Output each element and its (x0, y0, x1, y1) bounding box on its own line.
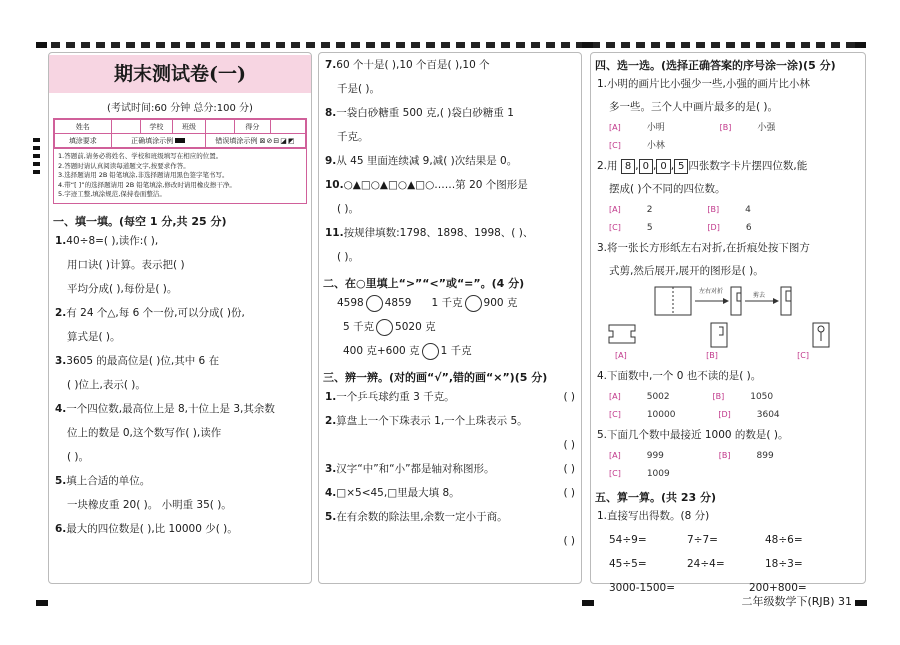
svg-text:左右对折: 左右对折 (699, 288, 724, 295)
question: 3.3605 的最高位是( )位,其中 6 在 (55, 354, 220, 367)
options: [A] 999 [B] 899 [C] 1009 (609, 451, 774, 479)
question: 4.下面数中,一个 0 也不读的是( )。 (597, 370, 762, 382)
question-line: ( )。 (337, 203, 360, 215)
judge-item: 2.算盘上一个下珠表示 1,一个上珠表示 5。 (325, 415, 528, 427)
question-line: 千克。 (337, 131, 369, 143)
judge-item: 4.□×5<45,□里最大填 8。 ( ) (325, 487, 575, 499)
calc-row: 3000-1500= 200+800= (609, 582, 807, 594)
question-line: 位上的数是 0,这个数写作( ),读作 (67, 426, 222, 439)
section-heading: 四、选一选。(选择正确答案的序号涂一涂)(5 分) (595, 59, 836, 72)
paper-fold-figure (591, 283, 863, 353)
side-marks (33, 138, 41, 178)
question: 1.直接写出得数。(8 分) (597, 510, 710, 522)
question-line: ( )。 (67, 450, 90, 463)
corner-mark (855, 600, 867, 606)
question: 3.将一张长方形纸左右对折,在折痕处按下图方 (597, 242, 810, 254)
column-right (590, 52, 866, 594)
compare-circle[interactable] (366, 295, 383, 312)
top-dashed-border (36, 42, 866, 48)
question: 6.最大的四位数是( ),比 10000 少( )。 (55, 522, 238, 535)
options: [A] 2 [B] 4 [C] 5 [D] 6 (609, 205, 752, 233)
digit-card: 8 (621, 159, 635, 174)
info-label-score: 得分 (234, 120, 270, 134)
question: 1.40÷8=( ),读作:( ), (55, 234, 159, 247)
question: 10.○▲□○▲□○▲□○……第 20 个图形是 (325, 179, 528, 191)
question-line: ( )。 (337, 251, 360, 263)
instructions: 1.答题前,请务必将姓名、学校和班级填写在相应的位置。 2.答题时请认真阅读每道题文字,按要求作答。 3.选择题请用 2B 铅笔填涂,非选择题请用黑色签字笔书写。 4.带“[ ]”的选择题请用 2B 铅笔填涂,修改时请用橡皮擦干净。 5.字迹工整,填涂规范,保持卷面整洁。 (54, 148, 306, 203)
question: 5.下面几个数中最接近 1000 的数是( )。 (597, 429, 789, 441)
page-footer: 二年级数学下(RJB) 31 (741, 595, 852, 608)
compare-circle[interactable] (422, 343, 439, 360)
question-line: ( )位上,表示( )。 (67, 378, 146, 391)
section-heading: 二、在○里填上“>”“<”或“=”。(4 分) (323, 277, 525, 290)
digit-card: 0 (656, 159, 670, 174)
info-label-school: 学校 (140, 120, 173, 134)
corner-mark (36, 42, 47, 48)
info-label-fill: 填涂要求 (55, 134, 112, 148)
calc-row: 45÷5= 24÷4= 18÷3= (609, 558, 803, 570)
svg-text:剪去: 剪去 (753, 292, 766, 299)
question: 2.有 24 个△,每 6 个一份,可以分成( )份, (55, 306, 245, 319)
column-left (48, 52, 312, 584)
column-middle (318, 52, 582, 584)
compare-row: 5 千克 5020 克 (319, 315, 581, 339)
question-line: 千是( )。 (337, 83, 381, 95)
question-line: 摆成( )个不同的四位数。 (609, 183, 726, 195)
question: 4.一个四位数,最高位上是 8,十位上是 3,其余数 (55, 402, 275, 415)
section-heading: 三、辨一辨。(对的画“√”,错的画“×”)(5 分) (323, 371, 548, 384)
compare-row: 4598 4859 1 千克 900 克 (319, 291, 581, 315)
question-line: 用口诀( )计算。表示把( ) (67, 258, 185, 271)
info-label-class: 班级 (173, 120, 206, 134)
question-line: 平均分成( ),每份是( )。 (67, 282, 178, 295)
question: 9.从 45 里面连续减 9,减( )次结果是 0。 (325, 155, 518, 167)
question: 11.按规律填数:1798、1898、1998、( )、 (325, 227, 534, 239)
corner-mark (36, 600, 48, 606)
section-heading: 五、算一算。(共 23 分) (595, 491, 717, 504)
question: 2.用 8 , 0 , 0 , 5 四张数字卡片摆四位数,能 (597, 160, 808, 172)
figure-options: [A] [B] [C] (615, 351, 809, 360)
corner-mark (582, 600, 594, 606)
wrong-fill-label: 错误填涂示例 (215, 136, 258, 145)
judge-item: 5.在有余数的除法里,余数一定小于商。 (325, 511, 508, 523)
question: 7.60 个十是( ),10 个百是( ),10 个 (325, 59, 490, 71)
correct-fill-label: 正确填涂示例 (131, 136, 174, 145)
corner-mark (582, 42, 593, 48)
corner-mark (855, 42, 866, 48)
exam-subtitle: (考试时间:60 分钟 总分:100 分) (107, 103, 253, 114)
judge-item: 3.汉字“中”和“小”都是轴对称图形。 ( ) (325, 463, 575, 475)
options: [A] 小明 [B] 小强 [C] 小林 (609, 123, 776, 151)
judge-mark: ( ) (563, 439, 575, 451)
compare-row: 400 克+600 克 1 千克 (319, 339, 581, 363)
digit-card: 5 (674, 159, 688, 174)
question-line: 式剪,然后展开,展开的图形是( )。 (609, 265, 764, 277)
info-label-name: 姓名 (55, 120, 112, 134)
page-title: 期末测试卷(一) (49, 55, 311, 93)
question: 1.小明的画片比小强少一些,小强的画片比小林 (597, 78, 810, 90)
judge-item: 1.一个乒乓球约重 3 千克。 ( ) (325, 391, 575, 403)
digit-card: 0 (639, 159, 653, 174)
student-info-box: 姓名 学校 班级 得分 填涂要求 正确填涂示例 错误填涂示例 ⊠⊘⊟◪◩ 1.答题前,请务必将姓名、学校和班级填写在相应的位置。 2.答题时请认真阅读每道题文字,按要求作答。 3.选择题请用 2B 铅笔填涂,非选择题请用黑色签字笔书写。 4.带“[ ]”的选择题请用 2B 铅笔填涂,修改时请用橡皮擦干净。 5.字迹工整,填涂规范,保持卷面整洁。 (53, 118, 307, 204)
calc-row: 54÷9= 7÷7= 48÷6= (609, 534, 803, 546)
question: 8.一袋白砂糖重 500 克,( )袋白砂糖重 1 (325, 107, 514, 119)
compare-circle[interactable] (465, 295, 482, 312)
question-line: 一块橡皮重 20( )。 小明重 35( )。 (67, 498, 232, 511)
compare-circle[interactable] (376, 319, 393, 336)
question-line: 多一些。三个人中画片最多的是( )。 (609, 101, 779, 113)
section-heading: 一、填一填。(每空 1 分,共 25 分) (53, 214, 227, 228)
question: 5.填上合适的单位。 (55, 474, 151, 487)
options: [A] 5002 [B] 1050 [C] 10000 [D] 3604 (609, 392, 780, 420)
judge-mark: ( ) (563, 535, 575, 547)
question-line: 算式是( )。 (67, 330, 121, 343)
